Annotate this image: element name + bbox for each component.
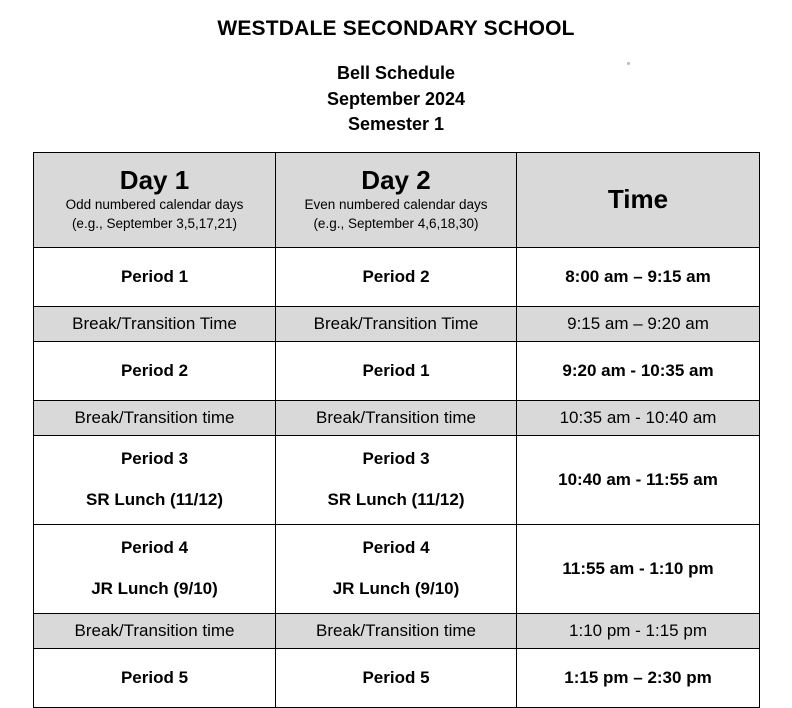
cell-day2-line1: Break/Transition time (316, 407, 476, 427)
cell-day1-line1: Period 5 (120, 667, 189, 687)
header-cell-day1 (34, 153, 276, 248)
bell-schedule-table (33, 152, 760, 708)
cell-day1 (34, 307, 276, 342)
table-row (34, 307, 760, 342)
cell-time-value: 8:00 am – 9:15 am (565, 266, 711, 286)
cell-time-value: 10:35 am - 10:40 am (559, 407, 717, 427)
cell-time-value: 1:10 pm - 1:15 pm (569, 620, 707, 640)
subtitle-line-month-year: September 2024 (326, 88, 466, 109)
cell-day1 (34, 401, 276, 436)
table-row (34, 614, 760, 649)
cell-day1-line2: SR Lunch (11/12) (86, 490, 223, 509)
table-row (34, 649, 760, 708)
document-subtitle (0, 61, 792, 138)
table-row (34, 436, 760, 525)
cell-day2 (276, 436, 517, 525)
header-sub-day1-line1: Odd numbered calendar days (65, 196, 244, 212)
document-heading (0, 0, 792, 138)
cell-day2-line1: Break/Transition Time (313, 313, 479, 333)
table-row (34, 248, 760, 307)
header-cell-time (517, 153, 760, 248)
cell-time-value: 10:40 am - 11:55 am (558, 469, 718, 489)
cell-day1-line1: Break/Transition time (74, 620, 235, 640)
cell-day2-line1: Period 2 (362, 266, 430, 286)
cell-day1 (34, 649, 276, 708)
header-sub-day2-line2: (e.g., September 4,6,18,30) (313, 215, 479, 231)
cell-day1 (34, 614, 276, 649)
scan-speck-artifact (627, 62, 630, 65)
cell-day2 (276, 649, 517, 708)
table-header-row (34, 153, 760, 248)
cell-day1 (34, 436, 276, 525)
school-name: WESTDALE SECONDARY SCHOOL (217, 17, 575, 40)
cell-time (517, 525, 760, 614)
cell-day1-line1: Break/Transition Time (72, 313, 237, 333)
cell-day1-line1: Period 4 (120, 538, 189, 558)
cell-day2-line1: Period 1 (362, 360, 430, 380)
cell-day1-line1: Period 3 (120, 449, 189, 469)
header-cell-day2 (276, 153, 517, 248)
cell-day2 (276, 307, 517, 342)
header-title-day1: Day 1 (119, 164, 190, 195)
cell-time (517, 649, 760, 708)
cell-day2 (276, 401, 517, 436)
cell-time-value: 9:20 am - 10:35 am (562, 360, 714, 380)
cell-day2 (276, 248, 517, 307)
cell-day1-line2: JR Lunch (9/10) (91, 579, 218, 598)
cell-time (517, 307, 760, 342)
cell-day1-line1: Period 1 (120, 266, 189, 286)
cell-day1-line1: Break/Transition time (74, 407, 235, 427)
cell-day2-line1: Period 5 (362, 667, 430, 687)
cell-time-value: 1:15 pm – 2:30 pm (564, 667, 712, 687)
header-title-day2: Day 2 (361, 164, 431, 195)
cell-day2-line1: Period 3 (362, 449, 430, 469)
cell-day1-line1: Period 2 (120, 360, 189, 380)
cell-time-value: 9:15 am – 9:20 am (567, 313, 709, 333)
table-row (34, 342, 760, 401)
cell-day2 (276, 342, 517, 401)
cell-day2-line2: JR Lunch (9/10) (332, 579, 460, 598)
cell-day1 (34, 342, 276, 401)
subtitle-line-semester: Semester 1 (347, 114, 445, 135)
cell-day1 (34, 248, 276, 307)
table-row (34, 401, 760, 436)
cell-day2 (276, 525, 517, 614)
header-title-time: Time (607, 183, 669, 214)
header-sub-day2-line1: Even numbered calendar days (304, 196, 488, 212)
cell-day2-line1: Period 4 (362, 538, 430, 558)
cell-time-value: 11:55 am - 1:10 pm (562, 558, 714, 578)
cell-time (517, 436, 760, 525)
cell-day2-line2: SR Lunch (11/12) (327, 490, 465, 509)
cell-day2-line1: Break/Transition time (316, 620, 476, 640)
cell-time (517, 342, 760, 401)
header-sub-day1-line2: (e.g., September 3,5,17,21) (71, 215, 238, 231)
bell-schedule-table-wrapper (33, 152, 759, 708)
table-row (34, 525, 760, 614)
subtitle-line-bell-schedule: Bell Schedule (336, 63, 456, 84)
cell-time (517, 614, 760, 649)
cell-time (517, 248, 760, 307)
cell-day1 (34, 525, 276, 614)
cell-time (517, 401, 760, 436)
cell-day2 (276, 614, 517, 649)
